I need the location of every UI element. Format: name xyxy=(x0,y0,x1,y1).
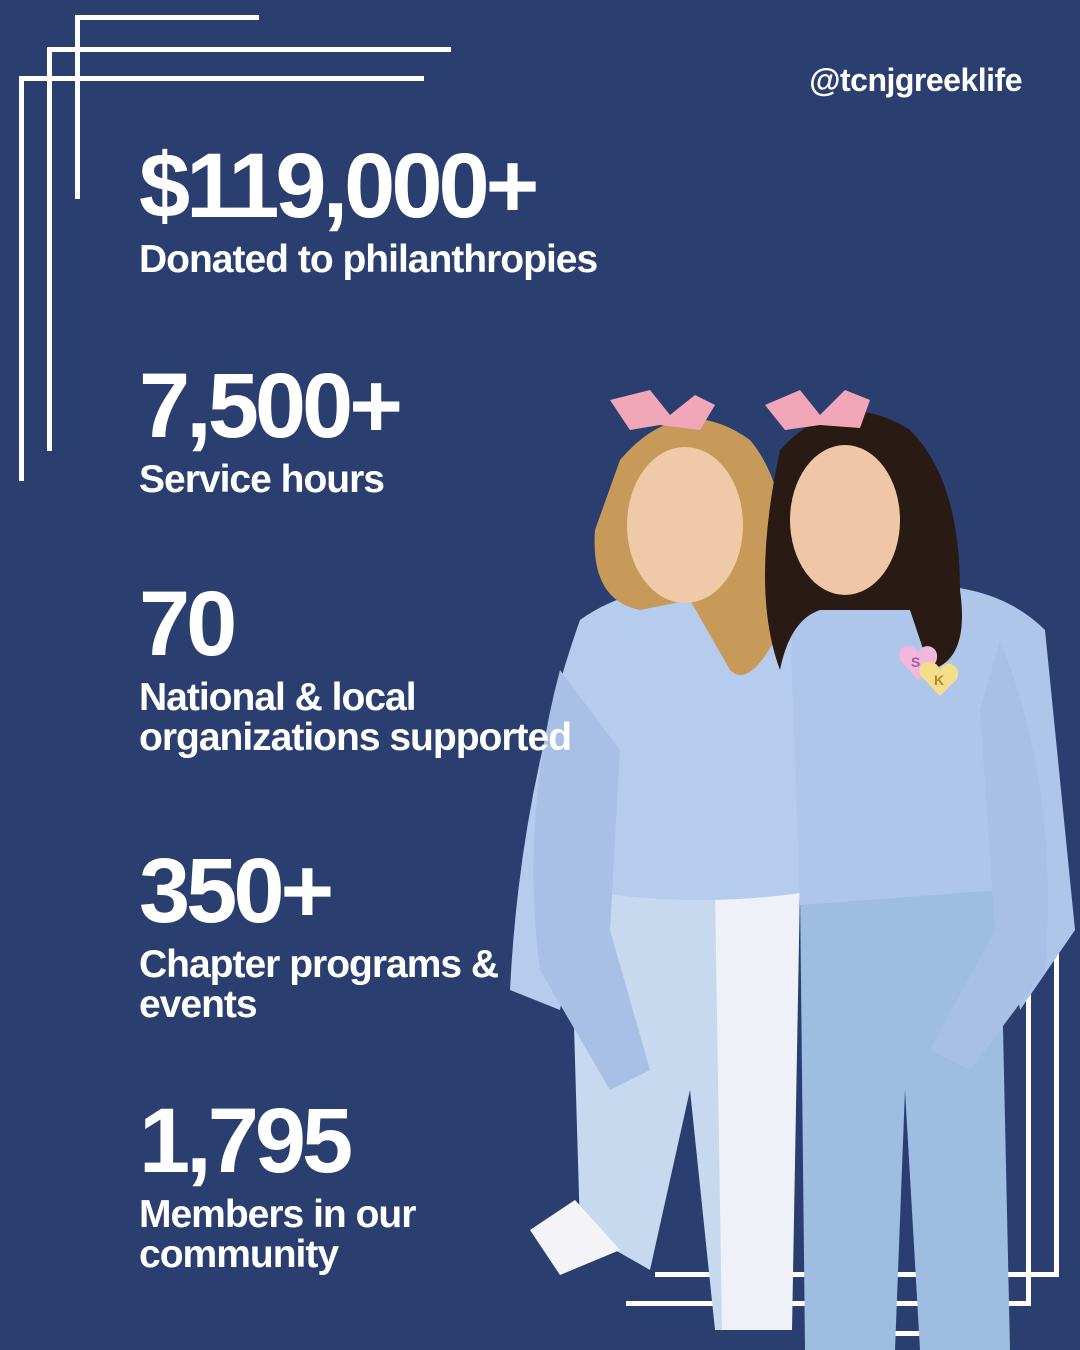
stat-label: Chapter programs & events xyxy=(139,943,499,1026)
instagram-handle: @tcnjgreeklife xyxy=(809,62,1022,98)
stat-organizations xyxy=(139,573,609,759)
left-jeans-light xyxy=(715,885,800,1330)
right-sunglasses xyxy=(765,390,870,430)
stat-label: Donated to philanthropies xyxy=(139,238,598,281)
frame-line xyxy=(75,15,80,199)
stat-programs xyxy=(139,840,539,1026)
stat-value: 1,795 xyxy=(139,1090,350,1192)
patch-letter-k: K xyxy=(934,672,945,688)
frame-line xyxy=(47,47,52,451)
stat-donations xyxy=(139,135,699,281)
frame-line xyxy=(47,47,451,52)
patch-letter-s: S xyxy=(911,654,921,670)
right-face xyxy=(790,445,900,595)
frame-line xyxy=(75,15,259,20)
stat-value: 7,500+ xyxy=(139,355,399,457)
stat-value: 70 xyxy=(139,573,234,675)
stat-label: Members in our community xyxy=(139,1193,416,1276)
stat-members xyxy=(139,1090,459,1276)
stat-label: National & local organizations supported xyxy=(139,676,572,759)
stat-label: Service hours xyxy=(139,458,384,501)
students-photo xyxy=(500,370,1080,1350)
frame-line xyxy=(19,76,424,81)
stat-value: 350+ xyxy=(139,840,331,942)
frame-line xyxy=(19,76,24,481)
stat-value: $119,000+ xyxy=(139,135,536,237)
stat-service-hours xyxy=(139,355,699,501)
right-jeans xyxy=(800,890,1010,1350)
